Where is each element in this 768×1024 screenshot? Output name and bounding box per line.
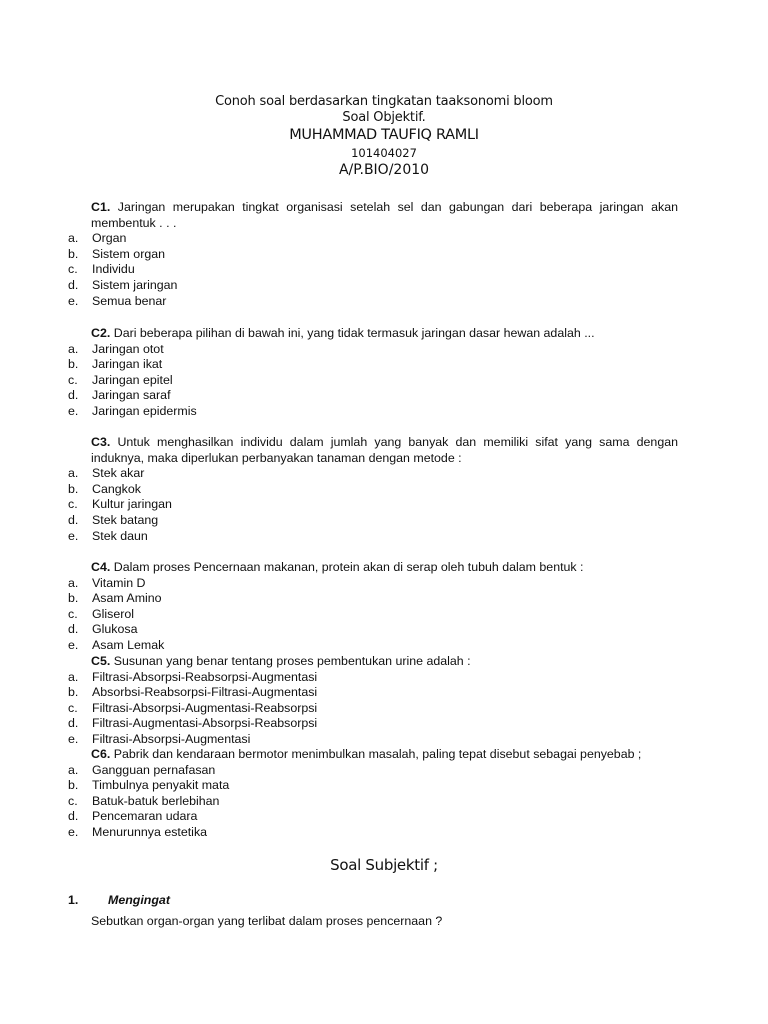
option-a: a. Stek akar: [68, 466, 145, 481]
option-d: d. Pencemaran udara: [68, 809, 198, 824]
option-d: d. Glukosa: [68, 622, 138, 637]
question-stem: [0, 654, 768, 670]
item-number: 1.: [68, 893, 79, 907]
option-c: c. Individu: [68, 262, 135, 277]
subjective-section-title: Soal Subjektif ;: [330, 856, 438, 874]
class-code: A/P.BIO/2010: [338, 162, 430, 178]
option-b: b. Sistem organ: [68, 246, 166, 261]
option-b: b. Cangkok: [68, 481, 141, 496]
option-a: a. Filtrasi-Absorpsi-Reabsorpsi-Augmentasi: [68, 669, 318, 684]
question-code: C1.: [91, 200, 111, 214]
question-c3: [0, 435, 768, 544]
question-stem: [0, 200, 768, 231]
option-e: e. Filtrasi-Absorpsi-Augmentasi: [68, 731, 251, 746]
question-text: Susunan yang benar tentang proses pembentukan urine adalah :: [110, 654, 471, 668]
document-subtitle: Soal Objektif.: [342, 110, 426, 125]
option-a: a. Gangguan pernafasan: [68, 762, 216, 777]
option-b: b. Absorbsi-Reabsorpsi-Filtrasi-Augmentasi: [68, 685, 318, 700]
option-c: c. Gliserol: [68, 606, 134, 621]
question-code: C6.: [91, 747, 111, 761]
question-c5: [0, 654, 768, 748]
question-c2: [0, 326, 768, 420]
option-b: b. Asam Amino: [68, 591, 162, 606]
option-e: e. Menurunnya estetika: [68, 824, 208, 839]
option-b: b. Timbulnya penyakit mata: [68, 778, 230, 793]
item-question: Sebutkan organ-organ yang terlibat dalam proses pencernaan ?: [91, 914, 443, 928]
question-text: Dari beberapa pilihan di bawah ini, yang tidak termasuk jaringan dasar hewan adalah ...: [110, 326, 595, 340]
option-c: c. Jaringan epitel: [68, 372, 173, 387]
question-text: Untuk menghasilkan individu dalam jumlah yang banyak dan memiliki sifat yang sama dengan induknya, maka diperlukan perbanyakan tanaman dengan metode :: [91, 435, 678, 465]
question-stem: [0, 435, 768, 466]
question-c6: [0, 747, 768, 841]
question-code: C3.: [91, 435, 111, 449]
option-d: d. Sistem jaringan: [68, 277, 178, 292]
question-stem: [0, 326, 768, 342]
option-d: d. Stek batang: [68, 512, 159, 527]
option-e: e. Jaringan epidermis: [68, 403, 197, 418]
student-number: 101404027: [351, 146, 417, 160]
option-b: b. Jaringan ikat: [68, 357, 163, 372]
option-e: e. Semua benar: [68, 293, 167, 308]
question-stem: [0, 560, 768, 576]
document-header: [0, 94, 768, 179]
option-c: c. Batuk-batuk berlebihan: [68, 793, 220, 808]
option-a: a. Vitamin D: [68, 575, 146, 590]
item-category: Mengingat: [108, 893, 170, 907]
option-e: e. Stek daun: [68, 528, 148, 543]
option-d: d. Jaringan saraf: [68, 388, 171, 403]
question-code: C4.: [91, 560, 111, 574]
question-c1: [0, 200, 768, 309]
question-text: Pabrik dan kendaraan bermotor menimbulkan masalah, paling tepat disebut sebagai penyebab ;: [110, 747, 642, 761]
question-text: Jaringan merupakan tingkat organisasi setelah sel dan gabungan dari beberapa jaringan akan membentuk . . .: [91, 200, 678, 230]
question-c4: [0, 560, 768, 654]
question-stem: [0, 747, 768, 763]
option-a: a. Jaringan otot: [68, 341, 164, 356]
option-e: e. Asam Lemak: [68, 637, 165, 652]
option-d: d. Filtrasi-Augmentasi-Absorpsi-Reabsorpsi: [68, 716, 318, 731]
document-title: Conoh soal berdasarkan tingkatan taaksonomi bloom: [215, 94, 553, 109]
option-c: c. Filtrasi-Absorpsi-Augmentasi-Reabsorpsi: [68, 700, 318, 715]
question-text: Dalam proses Pencernaan makanan, protein akan di serap oleh tubuh dalam bentuk :: [110, 560, 584, 574]
question-code: C2.: [91, 326, 111, 340]
question-code: C5.: [91, 654, 111, 668]
author-name: MUHAMMAD TAUFIQ RAMLI: [289, 127, 479, 143]
option-a: a. Organ: [68, 231, 127, 246]
option-c: c. Kultur jaringan: [68, 497, 172, 512]
